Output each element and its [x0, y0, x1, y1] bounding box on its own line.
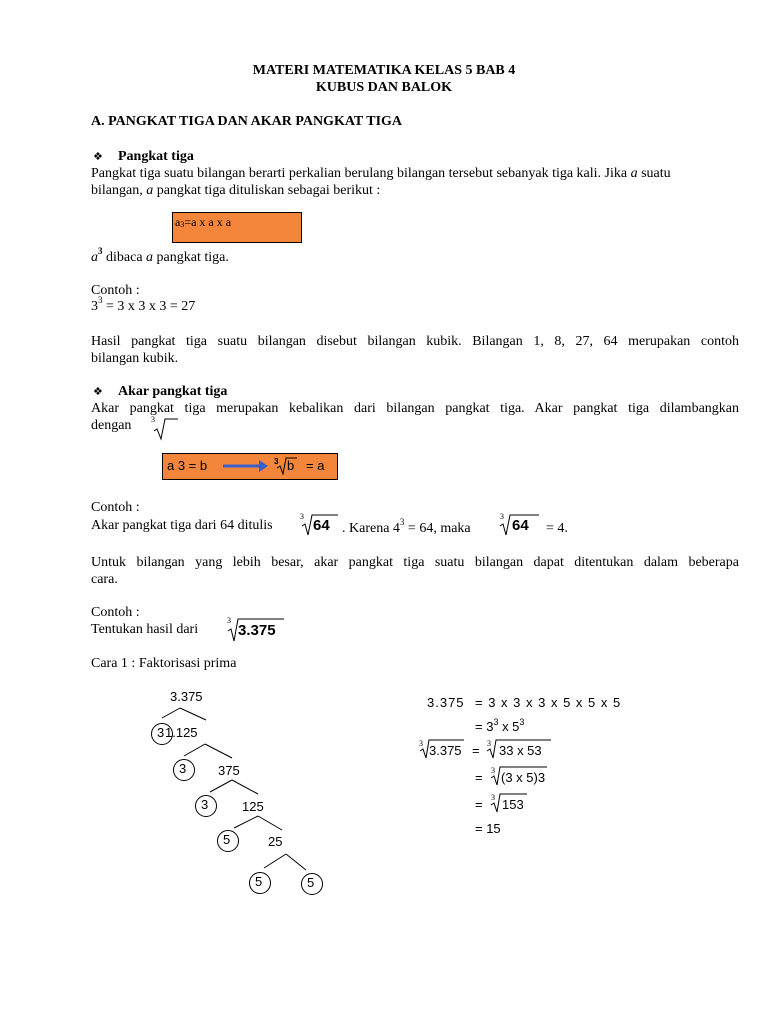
- calc-line-4-right: (3 x 5)3: [501, 770, 546, 785]
- formula-cube-text: a3=a x a x a: [175, 215, 232, 229]
- cube-root-3375: 3 3.375: [226, 617, 286, 643]
- tree-node-1125: 1.125: [165, 725, 198, 740]
- calc-line-6: = 15: [475, 821, 501, 836]
- calc-line-5-index: 3: [491, 793, 495, 802]
- calc-line-3-eq: =: [472, 743, 480, 758]
- arrow-right-icon: [223, 458, 269, 474]
- tree-circle-3-label: 3: [179, 761, 187, 776]
- tree-circle-5-label: 5: [255, 874, 263, 889]
- cube-reading: $a^3$ dibaca a pangkat tiga.: [91, 246, 229, 265]
- example-label-2: Contoh :: [91, 500, 140, 515]
- calc-line-4-eq: =: [475, 770, 483, 785]
- cube-root-64-second: 3 64: [497, 513, 541, 537]
- calc-line-5-right: 153: [502, 797, 524, 812]
- paragraph-2-line-2: bilangan kubik.: [91, 351, 179, 366]
- formula-box-root: [162, 453, 338, 480]
- example-1-calc: $3^3 = 3$ x 3 x 3 = 27: [91, 295, 196, 314]
- subheading-akar-pangkat-tiga: Akar pangkat tiga: [118, 384, 228, 399]
- example-2-text: Akar pangkat tiga dari 64 ditulis: [91, 518, 273, 533]
- factor-tree: [140, 680, 340, 900]
- example-label-1: Contoh :: [91, 283, 140, 298]
- tree-node-375: 375: [218, 763, 240, 778]
- tree-node-125: 125: [242, 799, 264, 814]
- paragraph-4-line-2: cara.: [91, 572, 118, 587]
- cube-root-symbol-icon: 3: [150, 417, 180, 441]
- example-2-because: . Karena $4^3 = 64$, maka: [342, 517, 471, 536]
- calc-line-3-left: 3.375: [429, 743, 462, 758]
- tree-circle-3-label: 3: [157, 725, 165, 740]
- example-2-result: = 4.: [546, 521, 568, 536]
- calc-line-3-rindex: 3: [487, 739, 491, 748]
- calc-line-4-index: 3: [491, 766, 495, 775]
- calc-line-1-left: 3.375: [427, 695, 465, 710]
- calc-line-3-index: 3: [419, 739, 423, 748]
- paragraph-4-line-1: Untuk bilangan yang lebih besar, akar pangkat tiga suatu bilangan dapat ditentukan dalam beberapa: [91, 555, 739, 570]
- calc-line-3-right: 33 x 53: [499, 743, 542, 758]
- formula-root-left: a 3 = b: [167, 458, 208, 473]
- bullet-diamond-icon: ❖: [93, 385, 103, 398]
- bullet-diamond-icon: ❖: [93, 150, 103, 163]
- example-3-text: Tentukan hasil dari: [91, 622, 199, 637]
- formula-root-radicand: b: [287, 458, 295, 473]
- calculation-block: [415, 690, 675, 840]
- tree-circle-3-label: 3: [201, 797, 209, 812]
- method-1-label: Cara 1 : Faktorisasi prima: [91, 656, 237, 671]
- calc-line-2: = $3^3$ x $5^3$: [475, 716, 525, 734]
- tree-circle-5-label: 5: [223, 832, 231, 847]
- tree-circle-5-label: 5: [307, 875, 315, 890]
- paragraph-2-line-1: Hasil pangkat tiga suatu bilangan disebut bilangan kubik. Bilangan 1, 8, 27, 64 merupakan contoh: [91, 334, 739, 349]
- cube-root-64: 3 64: [300, 513, 340, 537]
- paragraph-3-line-2: dengan: [91, 418, 132, 433]
- subheading-pangkat-tiga: Pangkat tiga: [118, 149, 194, 164]
- paragraph-1-line-1: Pangkat tiga suatu bilangan berarti perkalian berulang bilangan tersebut sebanyak tiga kali. Jika a suatu: [91, 166, 671, 181]
- paragraph-1-line-2: bilangan, a pangkat tiga dituliskan sebagai berikut :: [91, 183, 381, 198]
- doc-title: MATERI MATEMATIKA KELAS 5 BAB 4: [252, 63, 516, 78]
- tree-node-3375: 3.375: [170, 689, 203, 704]
- formula-root-right: = a: [306, 458, 325, 473]
- formula-root-index: 3: [274, 457, 279, 466]
- tree-node-25: 25: [268, 834, 283, 849]
- formula-box-cube: [172, 212, 302, 243]
- section-heading: A. PANGKAT TIGA DAN AKAR PANGKAT TIGA: [91, 114, 403, 129]
- example-label-3: Contoh :: [91, 605, 140, 620]
- factor-tree-lines: [140, 680, 340, 900]
- paragraph-3-line-1: Akar pangkat tiga merupakan kebalikan dari bilangan pangkat tiga. Akar pangkat tiga dilambangkan: [91, 401, 739, 416]
- doc-subtitle: KUBUS DAN BALOK: [315, 80, 453, 95]
- calc-line-1-right: = 3 x 3 x 3 x 5 x 5 x 5: [475, 695, 622, 710]
- calc-line-5-eq: =: [475, 797, 483, 812]
